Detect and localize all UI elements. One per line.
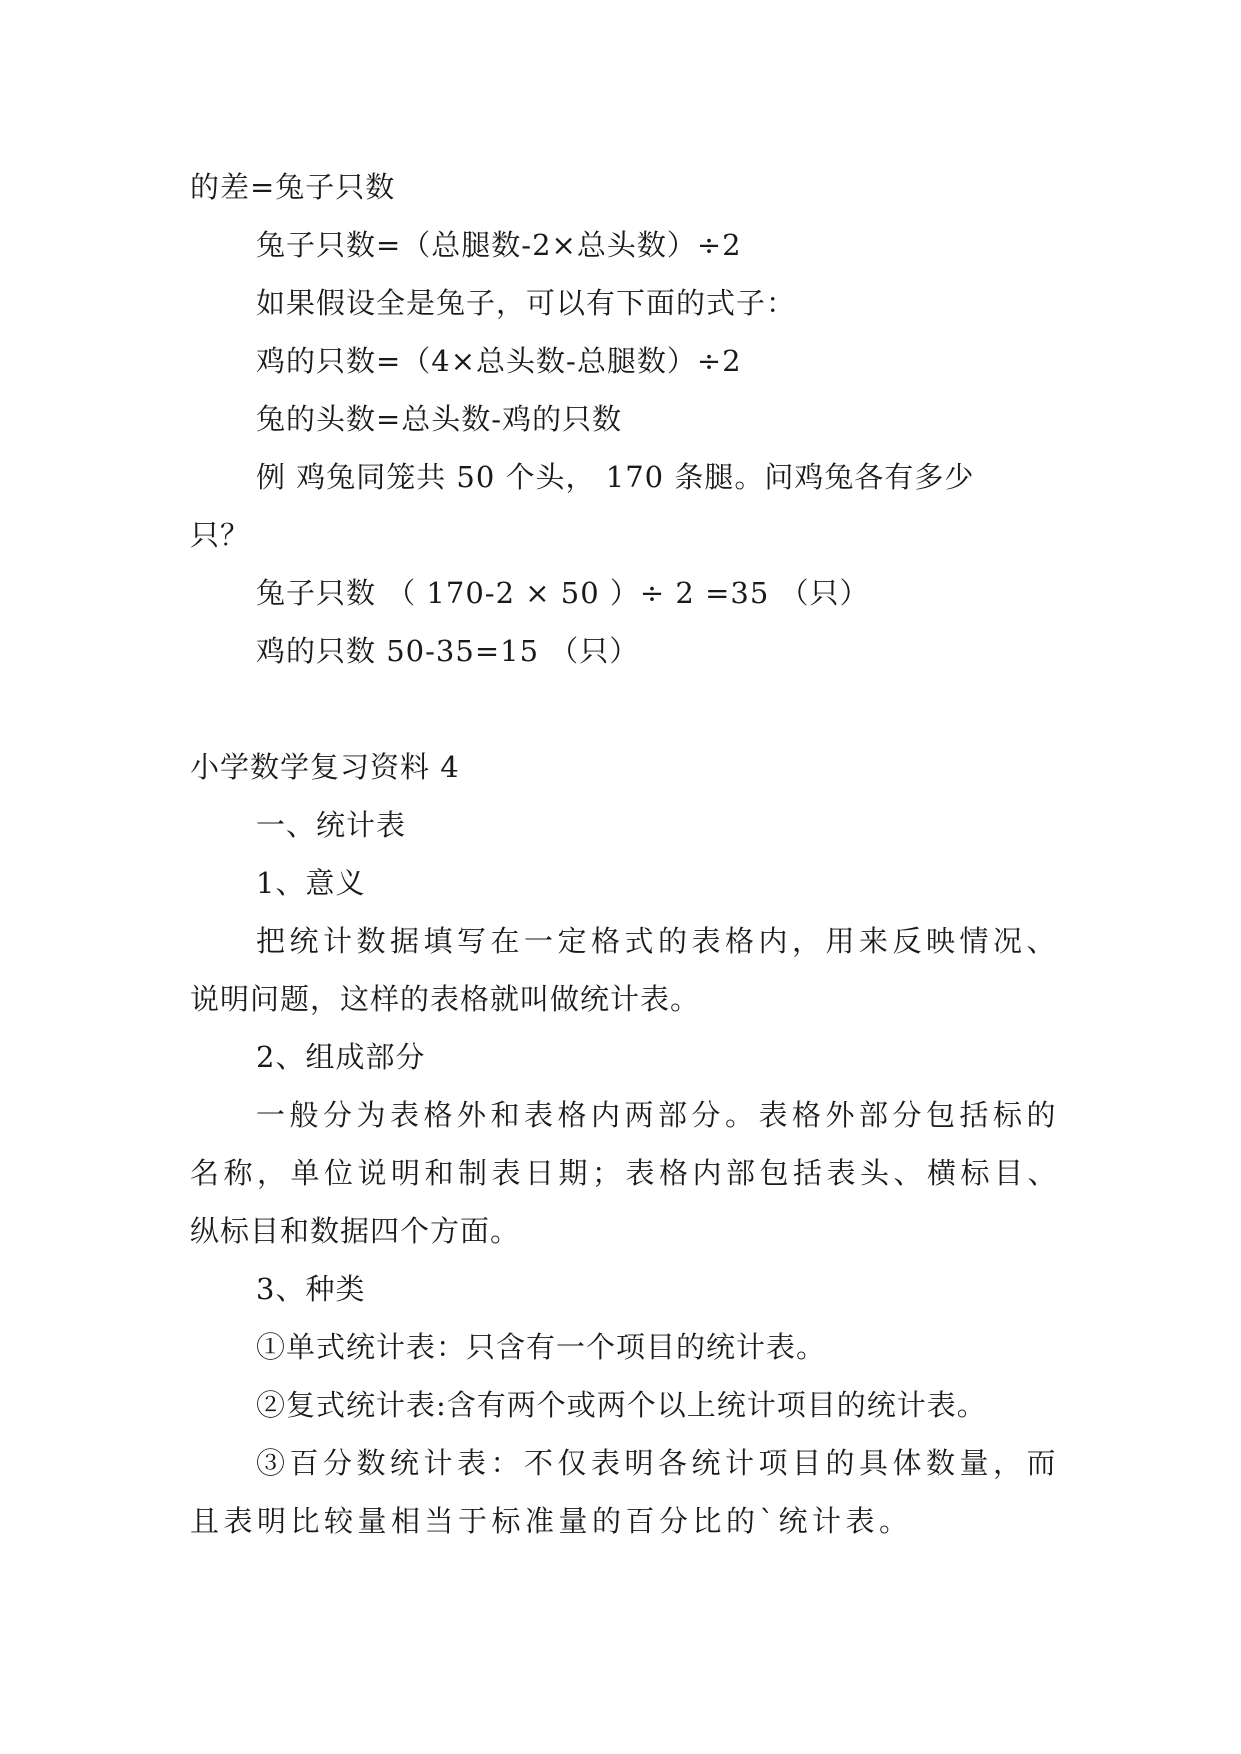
text-line: 兔子只数 （ 170-2 × 50 ）÷ 2 =35 （只） — [256, 576, 870, 610]
text-line: 说明问题，这样的表格就叫做统计表。 — [190, 982, 701, 1016]
section-title: 小学数学复习资料 4 — [190, 750, 460, 784]
text-line: 名称，单位说明和制表日期；表格内部包括表头、横标目、 — [190, 1156, 1062, 1190]
text-line: 且表明比较量相当于标准量的百分比的`统计表。 — [190, 1504, 913, 1538]
text-line: 纵标目和数据四个方面。 — [190, 1214, 521, 1248]
text-line: 把统计数据填写在一定格式的表格内，用来反映情况、 — [256, 924, 1061, 958]
text-line: 例 鸡兔同笼共 50 个头， 170 条腿。问鸡兔各有多少 — [256, 460, 975, 494]
heading: 3、种类 — [256, 1272, 366, 1306]
text-line: 兔的头数=总头数-鸡的只数 — [256, 402, 623, 436]
list-item: ②复式统计表:含有两个或两个以上统计项目的统计表。 — [256, 1388, 987, 1422]
list-item: ③百分数统计表：不仅表明各统计项目的具体数量，而 — [256, 1446, 1061, 1480]
heading: 一、统计表 — [256, 808, 407, 842]
text-line: 如果假设全是兔子，可以有下面的式子： — [256, 286, 797, 320]
text-line: 鸡的只数 50-35=15 （只） — [256, 634, 640, 668]
text-line: 的差=兔子只数 — [190, 170, 396, 204]
document-body — [190, 158, 1075, 1550]
paragraph-gap — [190, 680, 1075, 738]
text-line: 只？ — [190, 518, 251, 552]
list-item: ①单式统计表：只含有一个项目的统计表。 — [256, 1330, 827, 1364]
heading: 2、组成部分 — [256, 1040, 426, 1074]
text-line: 兔子只数=（总腿数-2×总头数）÷2 — [256, 228, 742, 262]
text-line: 鸡的只数=（4×总头数-总腿数）÷2 — [256, 344, 742, 378]
text-line: 一般分为表格外和表格内两部分。表格外部分包括标的 — [256, 1098, 1061, 1132]
heading: 1、意义 — [256, 866, 366, 900]
